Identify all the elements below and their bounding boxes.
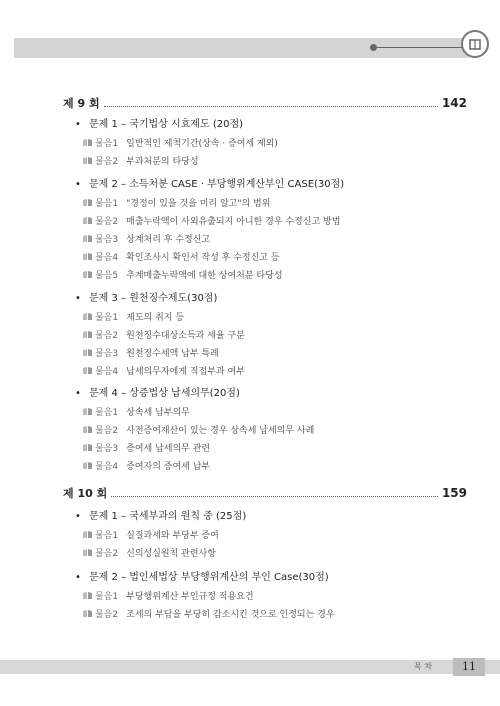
book-icon [82,591,93,600]
question-item: 물음4 증여자의 증여세 납부 [82,459,210,472]
book-icon [82,425,93,434]
problem-heading: • 문제 4 – 상증법상 납세의무(20점) [75,388,240,399]
header-line [377,47,463,48]
book-icon [82,252,93,261]
question-item: 물음1 "경정이 있을 것을 미리 알고"의 범위 [82,196,270,209]
problem-heading: • 문제 1 – 국기법상 시효제도 (20점) [75,119,244,130]
book-icon [82,138,93,147]
book-icon [82,443,93,452]
problem-heading: • 문제 1 – 국세부과의 원칙 중 (25점) [75,511,247,522]
header-bar [14,38,469,58]
problem-heading: • 문제 2 – 소득처분 CASE · 부당행위계산부인 CASE(30점) [75,179,345,190]
question-item: 물음2 신의성실원칙 관련사항 [82,546,216,559]
book-icon [82,548,93,557]
book-icon [82,348,93,357]
chapter-title: 제 10 회 [63,487,108,500]
book-icon [82,366,93,375]
book-icon [82,198,93,207]
question-item: 물음2 사전증여재산이 있는 경우 상속세 납세의무 사례 [82,423,314,436]
question-item: 물음1 일반적인 제척기간(상속 · 증여세 제외) [82,136,278,149]
question-item: 물음3 상계처리 후 수정신고 [82,232,210,245]
chapter-title: 제 9 회 [63,97,100,110]
question-item: 물음3 증여세 납세의무 관련 [82,441,210,454]
question-item: 물음2 조세의 부담을 부당히 감소시킨 것으로 인정되는 경우 [82,607,335,620]
chapter-heading [63,95,467,111]
page-number: 11 [453,658,485,676]
header-dot [370,44,377,51]
book-icon [82,407,93,416]
chapter-heading [63,485,467,501]
leader-dots [111,490,438,497]
book-icon [82,312,93,321]
book-icon [82,330,93,339]
question-item: 물음2 매출누락액이 사외유출되지 아니한 경우 수정신고 방법 [82,214,340,227]
book-icon [82,609,93,618]
question-item: 물음3 원천징수세액 납부 특례 [82,346,219,359]
book-icon [82,461,93,470]
book-icon [82,156,93,165]
question-item: 물음1 상속세 납부의무 [82,405,190,418]
problem-heading: • 문제 3 – 원천징수제도(30점) [75,293,218,304]
question-item: 물음1 제도의 취지 등 [82,310,184,323]
question-item: 물음2 부과처분의 타당성 [82,154,199,167]
book-icon [468,37,482,51]
question-item: 물음2 원천징수대상소득과 세율 구분 [82,328,245,341]
book-icon [82,216,93,225]
chapter-page: 142 [441,96,467,110]
question-item: 물음1 실질과세와 부당부 증여 [82,528,219,541]
leader-dots [104,100,438,107]
book-emblem [461,30,489,58]
chapter-page: 159 [441,486,467,500]
question-item: 물음1 부당행위계산 부인규정 적용요건 [82,589,254,602]
book-icon [82,234,93,243]
question-item: 물음5 추계매출누락액에 대한 상여처분 타당성 [82,268,283,281]
book-icon [82,270,93,279]
footer-section: 목 차 [414,662,432,671]
question-item: 물음4 확인조사시 확인서 작성 후 수정신고 등 [82,250,280,263]
book-icon [82,530,93,539]
problem-heading: • 문제 2 – 법인세법상 부당행위계산의 부인 Case(30점) [75,572,329,583]
question-item: 물음4 납세의무자에게 직접부과 여부 [82,364,245,377]
